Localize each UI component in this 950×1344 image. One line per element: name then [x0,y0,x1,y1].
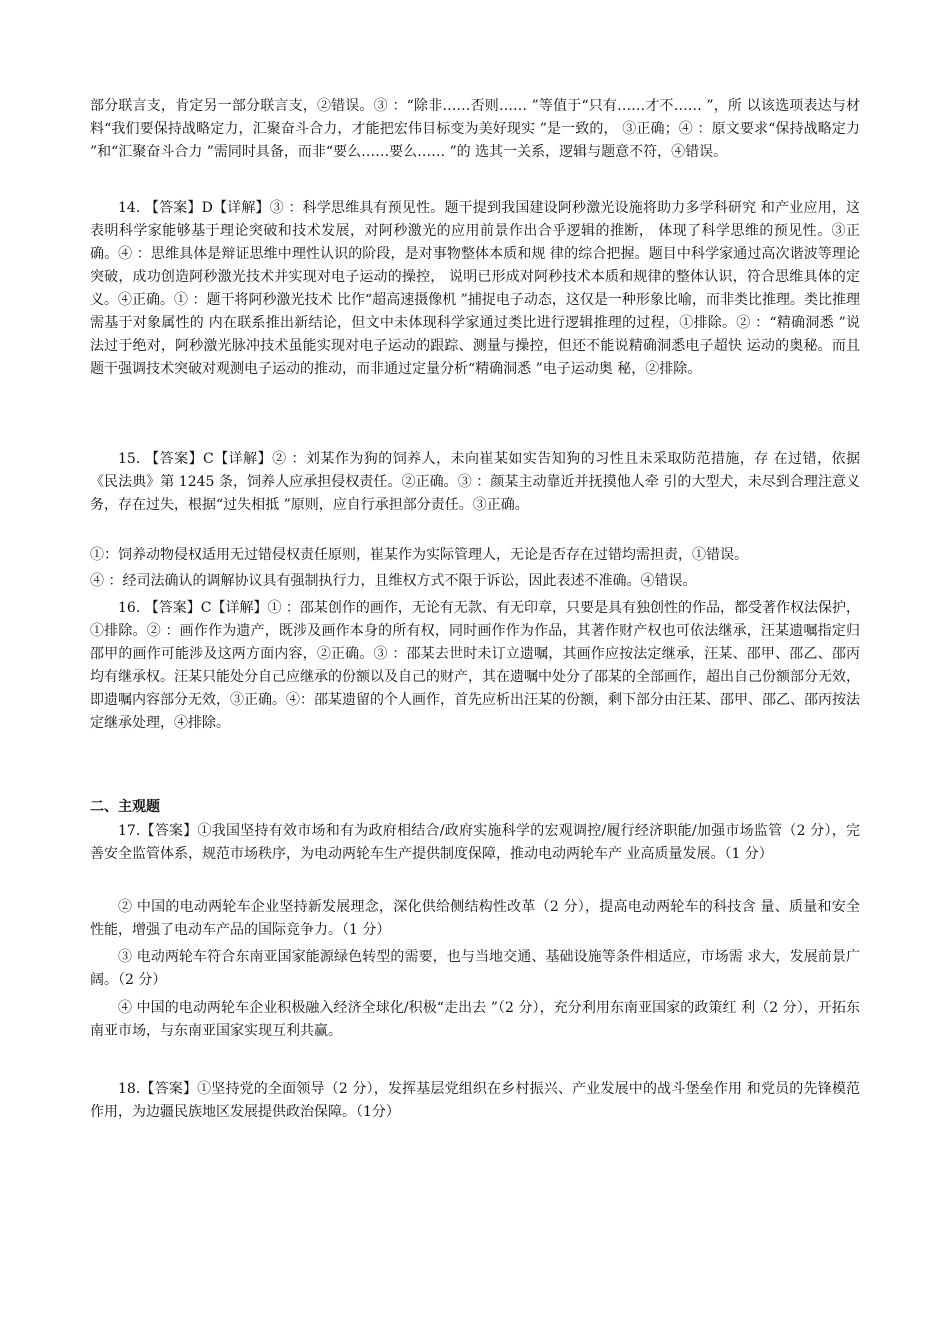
paragraph-q17-point4: ④ 中国的电动两轮车企业积极融入经济全球化/积极“走出去 ”（2 分），充分利用东南亚国家的政策红 利（2 分），开拓东南亚市场，与东南亚国家实现互利共赢。 [90,1000,860,1039]
section-heading-subjective: 二、主观题 [90,799,160,815]
paragraph-q18-answer: 18.【答案】①坚持党的全面领导（2 分），发挥基层党组织在乡村振兴、产业发展中的战斗堡垒作用 和党员的先锋模范作用，为边疆民族地区发展提供政治保障。（1分） [90,1081,860,1120]
paragraph-q15-answer: 15. 【答案】C【详解】② ：刘某作为狗的饲养人，未向崔某如实告知狗的习性且未采取防范措施，存 在过错，依据《民法典》第 1245 条，饲养人应承担侵权责任。②正确。③ ：颜某主动靠近并抚摸他人牵 引的大型犬，未尽到合理注意义务，存在过失，根据“过失相抵 ”原则，应自行承担部分责任。③正确。 [90,451,860,513]
paragraph-q17-point2: ② 中国的电动两轮车企业坚持新发展理念，深化供给侧结构性改革（2 分），提高电动两轮车的科技含 量、质量和安全性能，增强了电动车产品的国际竞争力。（1 分） [90,899,860,938]
paragraph-q16-answer: 16. 【答案】C【详解】① ：邵某创作的画作，无论有无款、有无印章，只要是具有独创性的作品，都受著作权法保护，①排除。② ：画作作为遗产，既涉及画作本身的所有权，同时画作作为作品，其著作财产权也可依法继承，汪某遗嘱指定归邵甲的画作可能涉及这两方面内容，②正确。③ ：邵某去世时未订立遗嘱，其画作应按法定继承，汪某、邵甲、邵乙、邵丙均有继承权。汪某只能处分自己应继承的份额以及自己的财产，其在遗嘱中处分了邵某的全部画作，超出自己份额部分无效，即遗嘱内容部分无效，③正确。④：邵某遗留的个人画作，首先应析出汪某的份额，剩下部分由汪某、邵甲、邵乙、邵丙按法定继承处理，④排除。 [90,600,860,731]
paragraph-q13-continuation: 部分联言支，肯定另一部分联言支，②错误。③ ：“除非……否则…… ”等值于“只有……才不…… ”，所 以该选项表达与材料“我们要保持战略定力，汇聚奋斗合力，才能把宏伟目标变为美好现实 ”是一致的， ③正确；④ ：原文要求“保持战略定力 ”和“汇聚奋斗合力 ”需同时具备，而非“要么……要么…… ”的 选其一关系，逻辑与题意不符，④错误。 [90,98,865,160]
paragraph-q15-option4: ④ ：经司法确认的调解协议具有强制执行力，且维权方式不限于诉讼，因此表述不准确。④错误。 [90,573,697,589]
paragraph-q17-point1: 17.【答案】①我国坚持有效市场和有为政府相结合/政府实施科学的宏观调控/履行经济职能/加强市场监管（2 分），完善安全监管体系，规范市场秩序，为电动两轮车生产提供制度保障，推动电动两轮车产 业高质量发展。（1 分） [90,823,860,862]
paragraph-q15-option1: ①：饲养动物侵权适用无过错侵权责任原则，崔某作为实际管理人，无论是否存在过错均需担责，①错误。 [90,547,748,563]
paragraph-q17-point3: ③ 电动两轮车符合东南亚国家能源绿色转型的需要，也与当地交通、基础设施等条件相适应，市场需 求大，发展前景广阔。（2 分） [90,949,860,988]
paragraph-q14-answer: 14. 【答案】D【详解】③ ：科学思维具有预见性。题干提到我国建设阿秒激光设施将助力多学科研究 和产业应用，这表明科学家能够基于理论突破和技术发展，对阿秒激光的应用前景作出合乎逻辑的推断， 体现了科学思维的预见性。③正确。④ ：思维具体是辩证思维中理性认识的阶段，是对事物整体本质和规 律的综合把握。题目中科学家通过高次谐波等理论突破，成功创造阿秒激光技术并实现对电子运动的操控， 说明已形成对阿秒技术本质和规律的整体认识，符合思维具体的定义。④正确。① ：题干将阿秒激光技术 比作“超高速摄像机 ”捕捉电子动态，这仅是一种形象比喻，而非类比推理。类比推理需基于对象属性的 内在联系推出新结论，但文中未体现科学家通过类比进行逻辑推理的过程，①排除。② ：“精确洞悉 ”说 法过于绝对，阿秒激光脉冲技术虽能实现对电子运动的跟踪、测量与操控，但还不能说精确洞悉电子超快 运动的奥秘。而且题干强调技术突破对观测电子运动的推动，而非通过定量分析“精确洞悉 ”电子运动奥 秘，②排除。 [90,200,865,377]
